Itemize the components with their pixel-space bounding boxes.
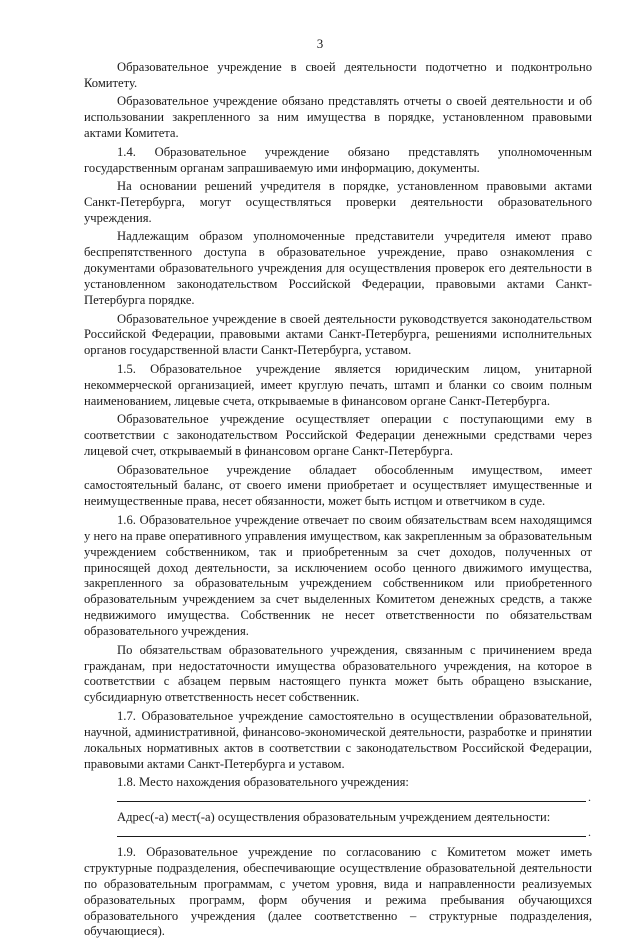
paragraph: Образовательное учреждение в своей деятельности руководствуется законодательством Российской Федерации, правовыми актами Санкт-Петербурга, решениями исполнительных органов государственной власти Санкт-Петербурга, уставом. — [84, 311, 592, 358]
location-blank-line — [117, 790, 591, 804]
paragraph: Образовательное учреждение обязано представлять отчеты о своей деятельности и об использовании закрепленного за ним имущества в порядке, установленном правовыми актами Комитета. — [84, 94, 592, 141]
paragraph: Надлежащим образом уполномоченные представители учредителя имеют право беспрепятственного доступа в образовательное учреждение, право ознакомления с документами образовательного учреждения для осуществления проверок его деятельности в установленном законодательством Российской Федерации, правовыми актами Санкт-Петербурга порядке. — [84, 229, 592, 308]
paragraph: На основании решений учредителя в порядке, установленном правовыми актами Санкт-Петербурга, могут осуществляться проверки деятельности образовательного учреждения. — [84, 179, 592, 225]
document-body — [84, 60, 592, 943]
blank-terminator: . — [588, 824, 591, 839]
paragraph: По обязательствам образовательного учреждения, связанным с причинением вреда гражданам, при недостаточности имущества образовательного учреждения, на которое в соответствии с абзацем первым настоящего пункта может быть обращено взыскание, субсидиарную ответственность несет собственник. — [84, 642, 592, 705]
paragraph-1-8: 1.8. Место нахождения образовательного учреждения: — [117, 775, 409, 790]
paragraph-1-6: 1.6. Образовательное учреждение отвечает по своим обязательствам всем находящимся у него на праве оперативного управления имуществом, как закрепленным за образовательным учреждением собственником, так и приобретенным за счет доходов, полученных от приносящей доход деятельности, за исключением особо ценного движимого имущества, закрепленного за образовательным учреждением собственником или приобретенного образовательным учреждением за счет выделенных Комитетом денежных средств, а также недвижимого имущества. Собственник не несет ответственности по обязательствам образовательного учреждения. — [84, 512, 592, 639]
paragraph-1-9: 1.9. Образовательное учреждение по согласованию с Комитетом может иметь структурные подразделения, обеспечивающие осуществление образовательной деятельности по образовательным программам, с учетом уровня, вида и направленности реализуемых образовательных программ, форм обучения и режима пребывания обучающихся образовательного учреждения (далее соответственно – структурные подразделения, обучающиеся). — [84, 844, 592, 939]
address-blank-line — [117, 824, 591, 839]
page-number: 3 — [316, 36, 324, 51]
address-label: Адрес(-а) мест(-а) осуществления образовательным учреждением деятельности: — [117, 810, 551, 824]
paragraph-1-7: 1.7. Образовательное учреждение самостоятельно в осуществлении образовательной, научной, административной, финансово-экономической деятельности, разработке и принятии локальных нормативных актов в соответствии с законодательством Российской Федерации, правовыми актами Санкт-Петербурга и уставом. — [84, 708, 592, 771]
paragraph: Образовательное учреждение в своей деятельности подотчетно и подконтрольно Комитету. — [84, 60, 592, 90]
paragraph: Образовательное учреждение осуществляет операции с поступающими ему в соответствии с законодательством Российской Федерации денежными средствами через лицевой счет, открываемый в финансовом органе Санкт-Петербурга. — [84, 412, 592, 458]
paragraph: Образовательное учреждение обладает обособленным имуществом, имеет самостоятельный баланс, от своего имени приобретает и осуществляет имущественные и неимущественные права, несет обязанности, может быть истцом и ответчиком в суде. — [84, 462, 592, 509]
blank-terminator: . — [588, 790, 591, 804]
paragraph-1-5: 1.5. Образовательное учреждение является юридическим лицом, унитарной некоммерческой организацией, имеет круглую печать, штамп и бланки со своим полным наименованием, лицевые счета, открываемые в финансовом органе Санкт-Петербурга. — [84, 361, 592, 408]
paragraph-1-4: 1.4. Образовательное учреждение обязано представлять уполномоченным государственным органам запрашиваемую ими информацию, документы. — [84, 144, 592, 175]
